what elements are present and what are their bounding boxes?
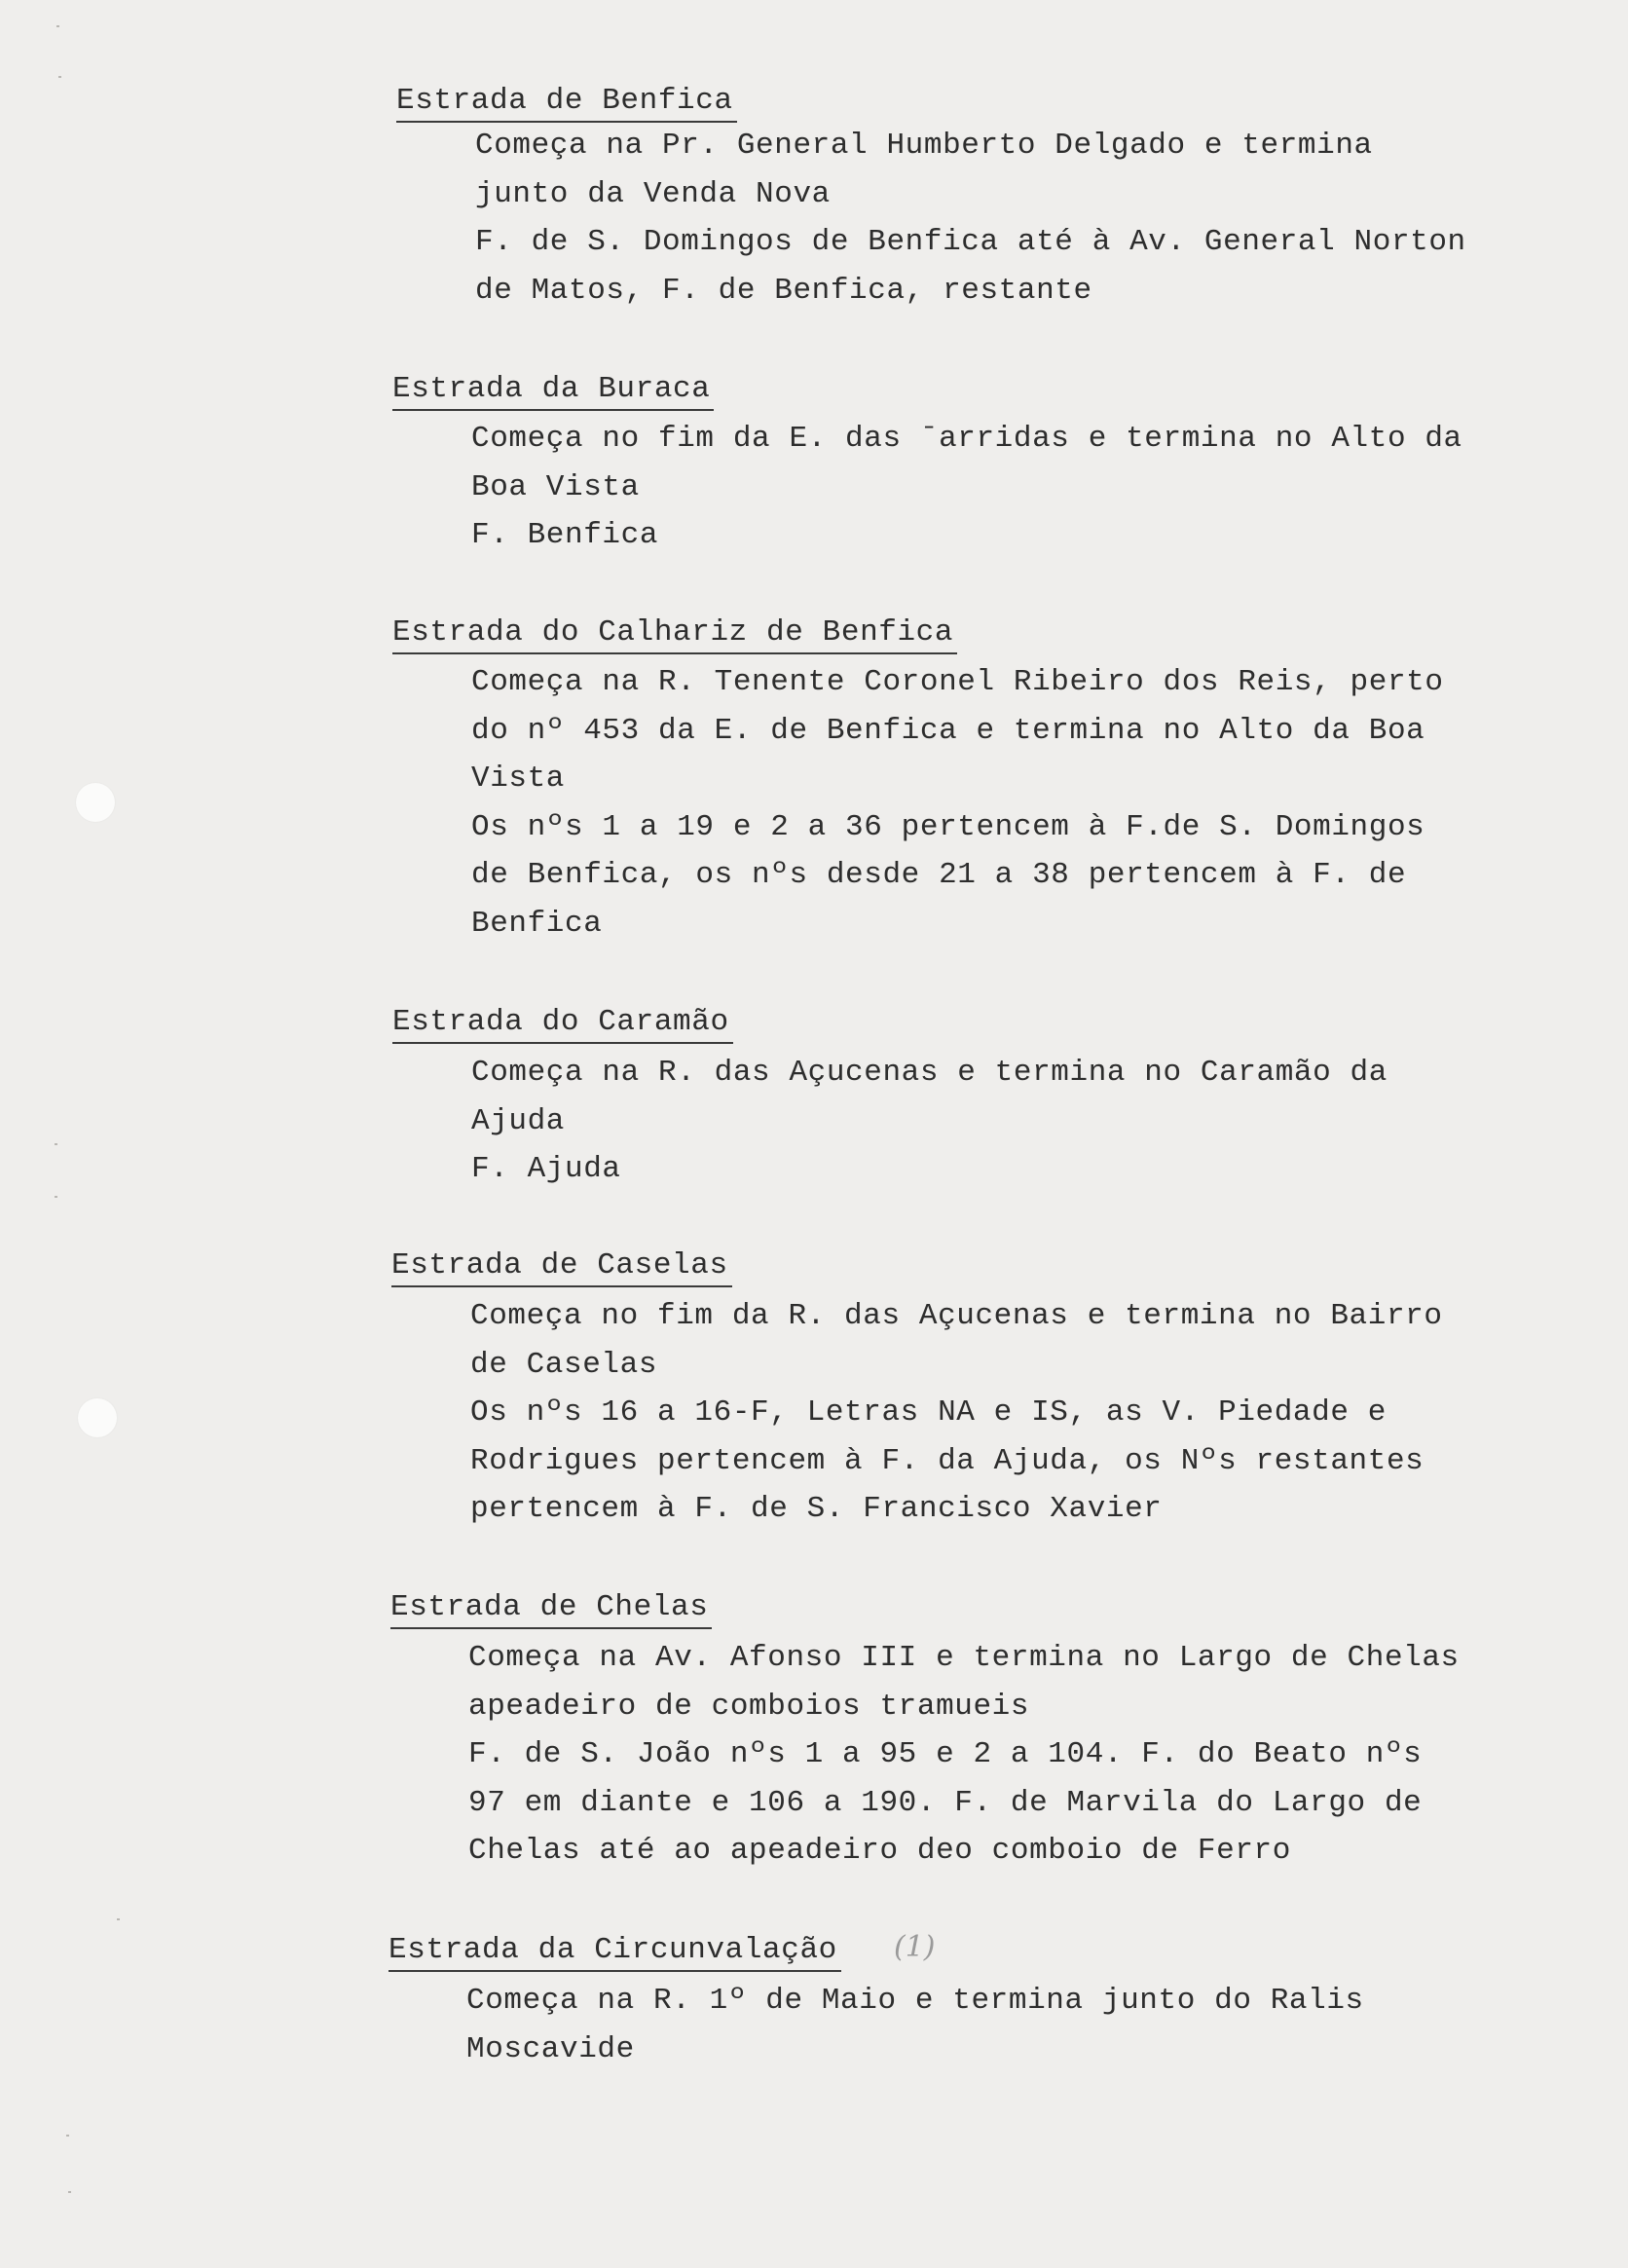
- entry-line: de Matos, F. de Benfica, restante: [475, 273, 1092, 308]
- entry-title: Estrada de Chelas: [390, 1588, 712, 1629]
- paper-speck: [56, 25, 59, 27]
- entry-title: Estrada da Circunvalação: [388, 1931, 841, 1972]
- paper-speck: [68, 2191, 71, 2193]
- entry-description: [471, 415, 1462, 560]
- entry-line: Começa no fim da E. das ˉarridas e termina no Alto da: [471, 422, 1462, 456]
- paper-speck: [55, 1196, 57, 1198]
- entry-line: de Caselas: [470, 1347, 658, 1382]
- paper-speck: [66, 2135, 69, 2137]
- punch-hole: [76, 783, 115, 822]
- entry-line: Os nºs 16 a 16-F, Letras NA e IS, as V. Piedade e: [470, 1395, 1387, 1430]
- entry-line: Ajuda: [471, 1103, 566, 1138]
- entry-line: F. de S. Domingos de Benfica até à Av. General Norton: [475, 225, 1466, 259]
- entry-line: F. Benfica: [471, 518, 659, 552]
- entry-line: do nº 453 da E. de Benfica e termina no Alto da Boa: [471, 713, 1425, 748]
- entry-description: [470, 1292, 1443, 1534]
- handwritten-annotation: (1): [894, 1930, 936, 1964]
- entry-line: Os nºs 1 a 19 e 2 a 36 pertencem à F.de S. Domingos: [471, 809, 1425, 844]
- entry-description: [475, 122, 1466, 315]
- paper-speck: [58, 76, 61, 78]
- entry-line: Benfica: [471, 906, 603, 941]
- entry-line: Vista: [471, 762, 566, 796]
- entry-line: F. de S. João nºs 1 a 95 e 2 a 104. F. do Beato nºs: [468, 1737, 1423, 1771]
- entry-description: [466, 1977, 1364, 2073]
- entry-line: Rodrigues pertencem à F. da Ajuda, os Nºs restantes: [470, 1443, 1424, 1478]
- entry-line: F. Ajuda: [471, 1152, 621, 1186]
- paper-speck: [55, 1143, 57, 1145]
- entry-line: Começa na Pr. General Humberto Delgado e termina: [475, 129, 1373, 163]
- entry-description: [471, 1049, 1388, 1194]
- entry-line: Começa na Av. Afonso III e termina no Largo de Chelas: [468, 1641, 1460, 1675]
- entry-line: Começa na R. 1º de Maio e termina junto do Ralis: [466, 1984, 1364, 2018]
- entry-description: [471, 658, 1444, 948]
- entry-line: de Benfica, os nºs desde 21 a 38 pertencem à F. de: [471, 858, 1407, 892]
- entry-line: Começa na R. Tenente Coronel Ribeiro dos Reis, perto: [471, 665, 1444, 699]
- entry-line: junto da Venda Nova: [475, 176, 831, 211]
- entry-title: Estrada de Caselas: [391, 1246, 732, 1287]
- entry-title: Estrada do Calhariz de Benfica: [392, 613, 957, 654]
- entry-title: Estrada da Buraca: [392, 370, 714, 411]
- punch-hole: [78, 1398, 117, 1437]
- entry-line: apeadeiro de comboios tramueis: [468, 1689, 1030, 1724]
- entry-line: Começa na R. das Açucenas e termina no Caramão da: [471, 1056, 1388, 1090]
- entry-line: Começa no fim da R. das Açucenas e termina no Bairro: [470, 1299, 1443, 1333]
- entry-title: Estrada do Caramão: [392, 1003, 733, 1044]
- entry-line: pertencem à F. de S. Francisco Xavier: [470, 1492, 1163, 1526]
- entry-line: Boa Vista: [471, 469, 640, 504]
- entry-line: Chelas até ao apeadeiro deo comboio de Ferro: [468, 1834, 1291, 1868]
- entry-line: 97 em diante e 106 a 190. F. de Marvila do Largo de: [468, 1785, 1423, 1820]
- entry-line: Moscavide: [466, 2031, 635, 2066]
- entry-description: [468, 1634, 1460, 1876]
- entry-title: Estrada de Benfica: [396, 82, 737, 123]
- paper-speck: [117, 1918, 120, 1920]
